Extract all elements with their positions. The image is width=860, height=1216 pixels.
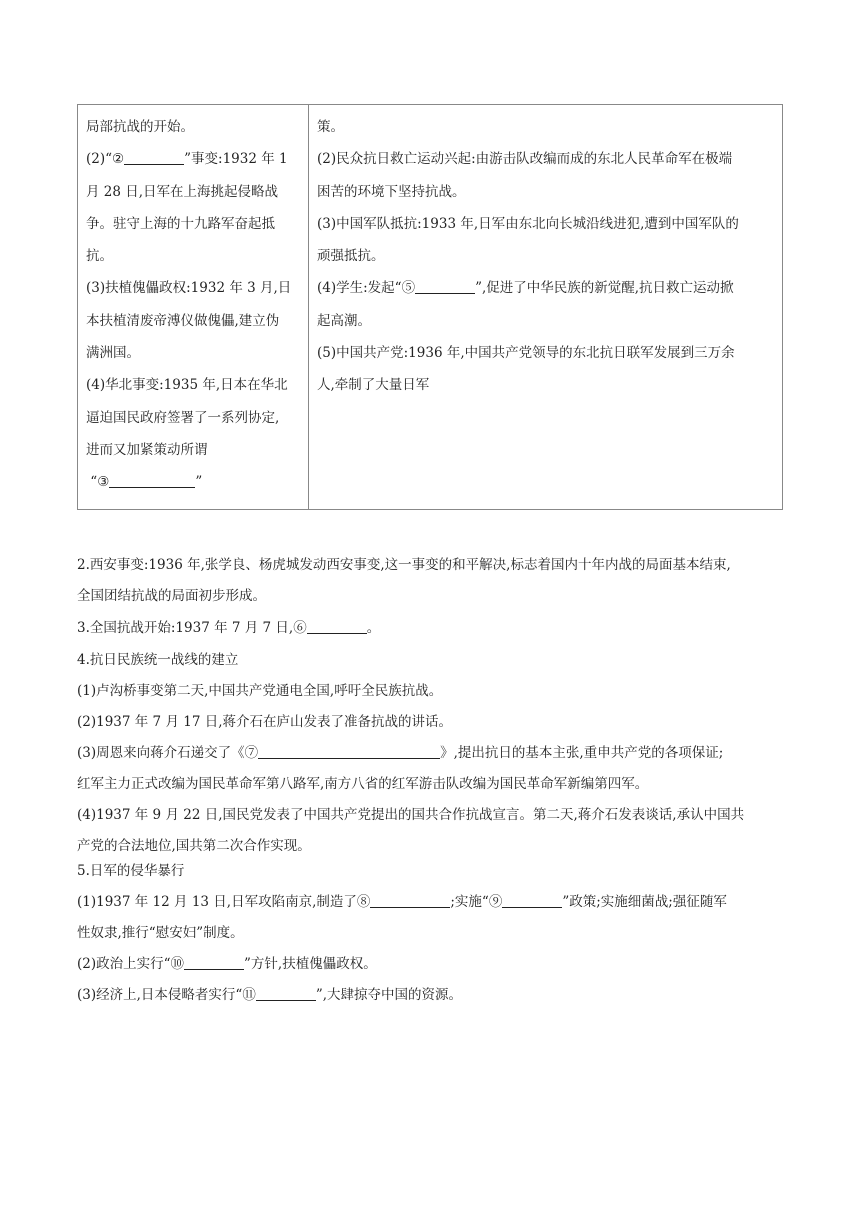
fill-blank-5[interactable]	[415, 279, 475, 294]
table-line: 人,牵制了大量日军	[317, 377, 430, 394]
table-line: 策。	[317, 119, 344, 135]
body-line: (3)经济上,日本侵略者实行“⑪ ”,大肆掠夺中国的资源。	[77, 987, 463, 1003]
table-line: (5)中国共产党:1936 年,中国共产党领导的东北抗日联军发展到三万余	[317, 345, 735, 362]
body-line: 性奴隶,推行“慰安妇”制度。	[77, 925, 244, 941]
fill-blank-10[interactable]	[184, 955, 244, 970]
body-line: 2.西安事变:1936 年,张学良、杨虎城发动西安事变,这一事变的和平解决,标志着国内十年内战的局面基本结束,	[77, 557, 731, 573]
fill-blank-3[interactable]	[109, 473, 195, 488]
table-right-cell	[309, 105, 783, 510]
body-line: (1)1937 年 12 月 13 日,日军攻陷南京,制造了⑧ ;实施“⑨ ”政策;实施细菌战;强征随军	[77, 894, 727, 910]
table-line: (4)学生:发起“⑤ ”,促进了中华民族的新觉醒,抗日救亡运动掀	[317, 280, 734, 297]
table-line: 满洲国。	[86, 345, 140, 362]
body-line: (3)周恩来向蒋介石递交了《⑦ 》,提出抗日的基本主张,重申共产党的各项保证;	[77, 745, 724, 761]
table-line: (3)扶植傀儡政权:1932 年 3 月,日	[86, 280, 292, 297]
summary-table	[77, 104, 783, 510]
body-line: (4)1937 年 9 月 22 日,国民党发表了中国共产党提出的国共合作抗战宣言。第二天,蒋介石发表谈话,承认中国共	[77, 807, 745, 823]
table-line: (3)中国军队抵抗:1933 年,日军由东北向长城沿线进犯,遭到中国军队的	[317, 215, 739, 232]
table-line: “③ ”	[90, 474, 203, 491]
table-left-cell	[78, 105, 309, 510]
body-line: 3.全国抗战开始:1937 年 7 月 7 日,⑥ 。	[77, 620, 381, 636]
body-line: (2)1937 年 7 月 17 日,蒋介石在庐山发表了准备抗战的讲话。	[77, 714, 452, 730]
table-line: (2)“② ”事变:1932 年 1	[86, 151, 288, 168]
fill-blank-6[interactable]	[307, 619, 367, 634]
fill-blank-11[interactable]	[256, 986, 316, 1001]
table-line: 月 28 日,日军在上海挑起侵略战	[86, 183, 279, 200]
fill-blank-2[interactable]	[124, 150, 184, 165]
table-line: 起高潮。	[317, 312, 371, 329]
body-line: (1)卢沟桥事变第二天,中国共产党通电全国,呼吁全民族抗战。	[77, 683, 443, 699]
body-line: 红军主力正式改编为国民革命军第八路军,南方八省的红军游击队改编为国民革命军新编第四军。	[77, 776, 649, 792]
table-line: 顽强抵抗。	[317, 248, 385, 265]
section-united-front	[77, 649, 797, 857]
table-line: 逼迫国民政府签署了一系列协定,	[86, 409, 280, 426]
fill-blank-9[interactable]	[502, 893, 562, 908]
body-line: 产党的合法地位,国共第二次合作实现。	[77, 838, 311, 854]
table-line: 局部抗战的开始。	[86, 119, 194, 135]
section-xian-incident	[77, 554, 797, 607]
section-title: 5.日军的侵华暴行	[77, 863, 185, 879]
body-line: (2)政治上实行“⑩ ”方针,扶植傀儡政权。	[77, 956, 377, 972]
fill-blank-7[interactable]	[258, 744, 440, 759]
table-line: 抗。	[86, 248, 113, 265]
section-atrocities	[77, 860, 797, 1006]
table-line: 争。驻守上海的十九路军奋起抵	[86, 215, 275, 232]
fill-blank-8[interactable]	[370, 893, 450, 908]
table-line: 进而又加紧策动所谓	[86, 441, 208, 458]
section-war-start	[77, 617, 797, 639]
body-line: 全国团结抗战的局面初步形成。	[77, 588, 266, 604]
table-line: 本扶植清废帝溥仪做傀儡,建立伪	[86, 312, 280, 329]
table-line: (2)民众抗日救亡运动兴起:由游击队改编而成的东北人民革命军在极端	[317, 151, 733, 168]
table-line: 困苦的环境下坚持抗战。	[317, 183, 466, 200]
table-line: (4)华北事变:1935 年,日本在华北	[86, 377, 288, 394]
section-title: 4.抗日民族统一战线的建立	[77, 652, 239, 668]
